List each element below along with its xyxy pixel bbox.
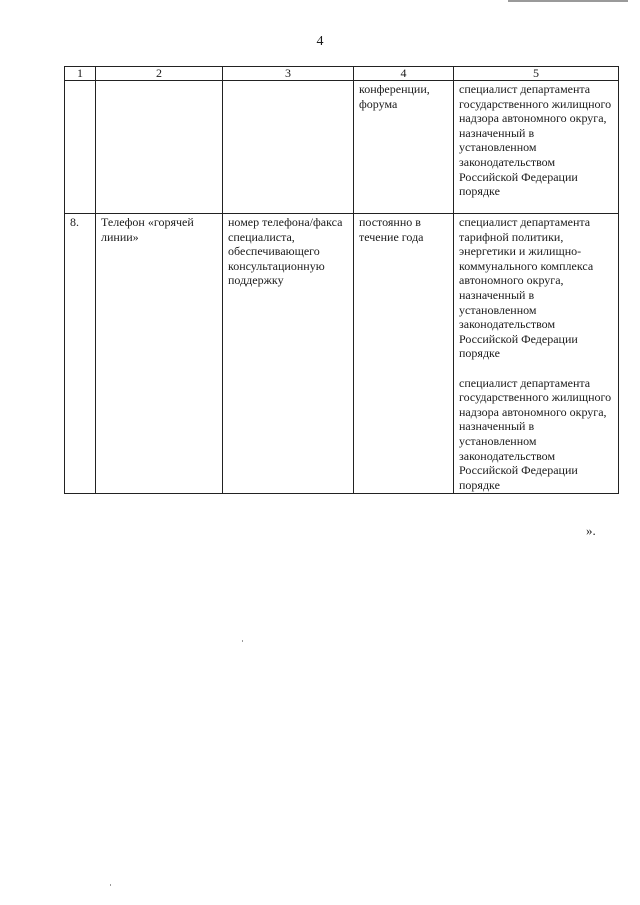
cell-continued-num (65, 81, 96, 214)
cell-continued-col5: специалист департамента государственного жилищного надзора автономного округа, назначенный в установленном законодательством Российской Федерации порядке (454, 81, 619, 214)
header-col-2: 2 (96, 67, 223, 81)
cell-continued-col2 (96, 81, 223, 214)
cell-continued-col4: конференции, форума (354, 81, 454, 214)
cell-row8-num: 8. (65, 214, 96, 494)
closing-quote-mark: ». (586, 523, 596, 538)
row8-col5-second-specialist: специалист департамента государственного жилищного надзора автономного округа, назначенный в установленном законодательством Российской Федерации порядке (459, 375, 612, 492)
table-row-continued (65, 81, 619, 214)
document-table (64, 66, 619, 494)
row8-col5-first-specialist: специалист департамента тарифной политики, энергетики и жилищно-коммунального комплекса автономного округа, назначенный в установленном законодательством Российской Федерации порядке (459, 215, 594, 361)
cell-continued-col3 (223, 81, 354, 214)
header-col-3: 3 (223, 67, 354, 81)
cell-row8-col3: номер телефона/факса специалиста, обеспечивающего консультационную поддержку (223, 214, 354, 494)
page-number: 4 (316, 34, 324, 49)
cell-row8-col4: постоянно в течение года (354, 214, 454, 494)
table-row-8 (65, 214, 619, 494)
cell-row8-col2: Телефон «горячей линии» (96, 214, 223, 494)
scan-speck (242, 640, 243, 642)
cell-row8-col5 (454, 214, 619, 494)
header-col-1: 1 (65, 67, 96, 81)
top-edge-mark (508, 0, 628, 2)
row8-col5-gap (459, 361, 614, 376)
scan-speck (110, 884, 111, 886)
header-col-4: 4 (354, 67, 454, 81)
table-header-row (65, 67, 619, 81)
header-col-5: 5 (454, 67, 619, 81)
